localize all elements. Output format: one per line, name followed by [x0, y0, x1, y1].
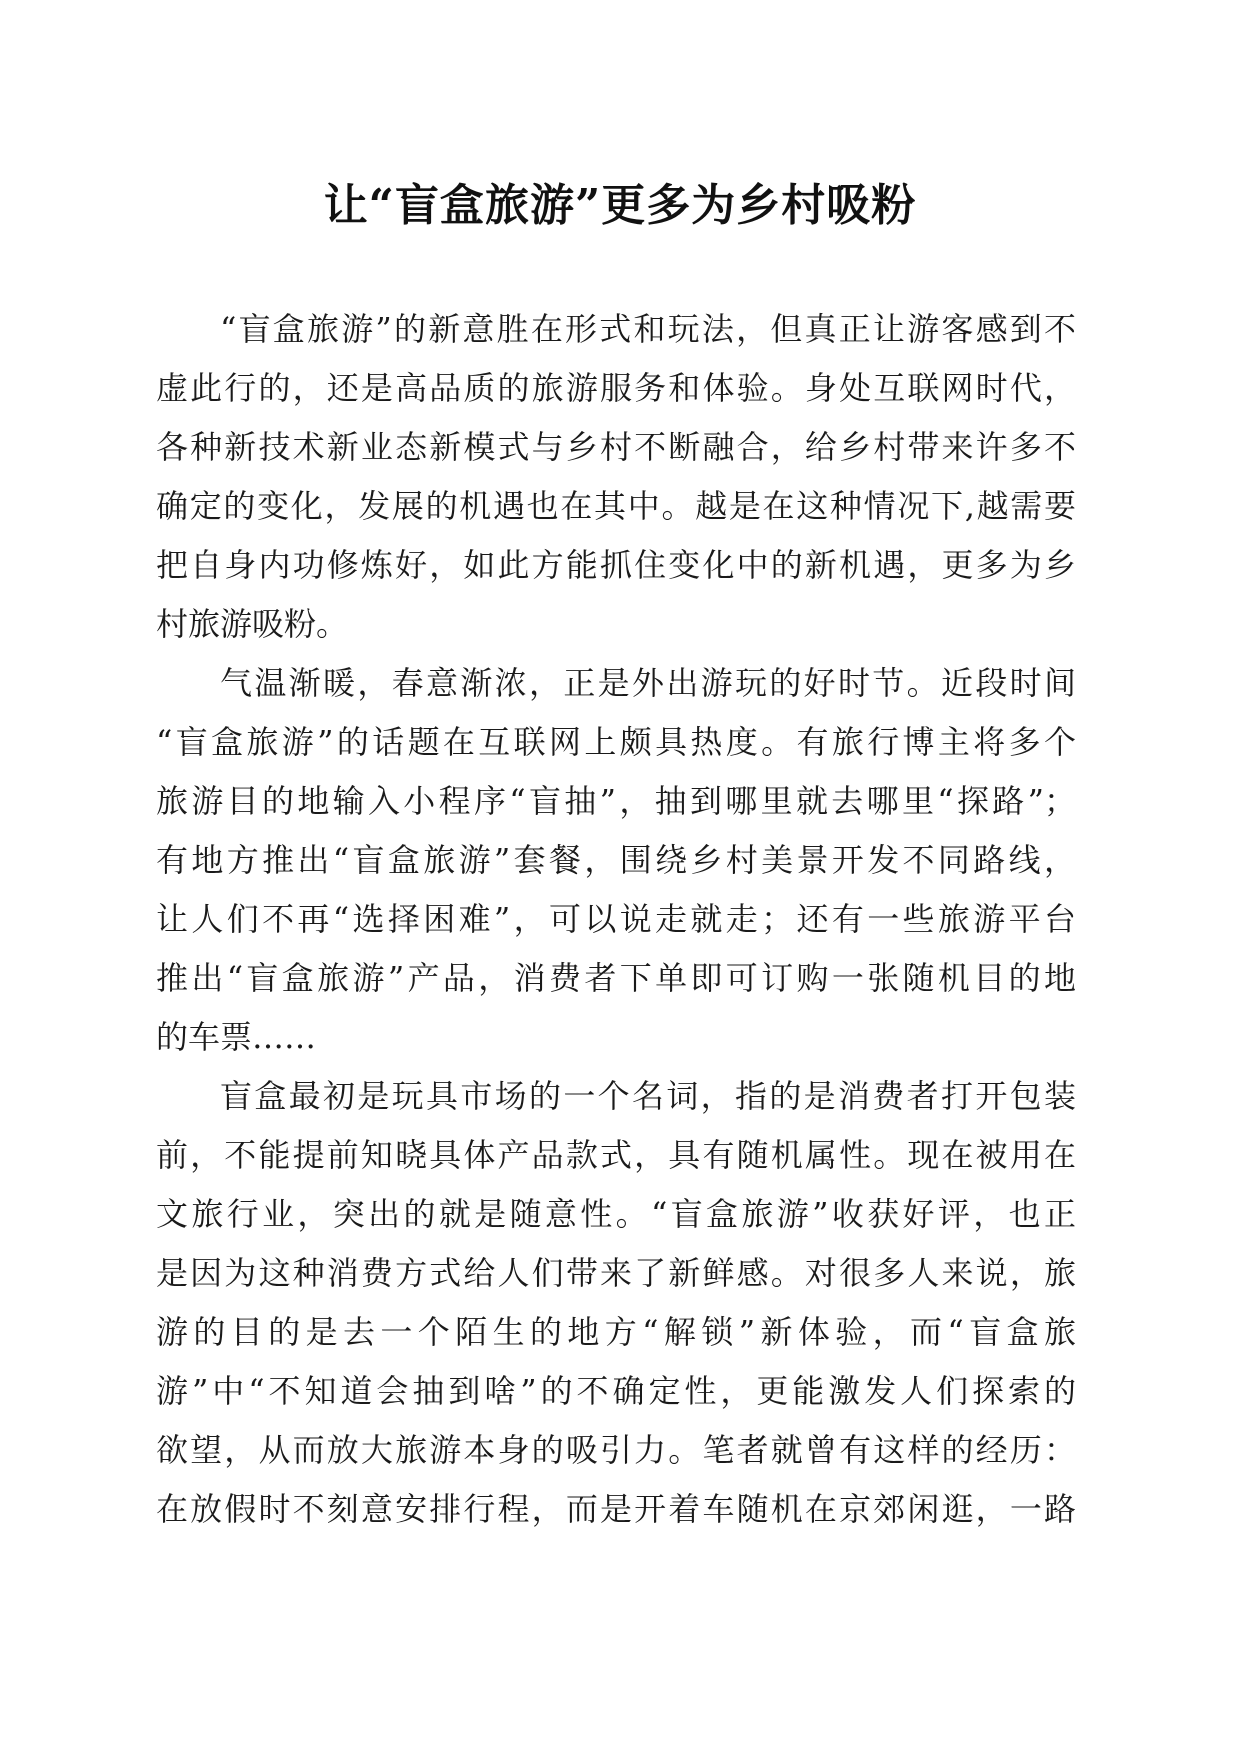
- text-line: 旅游目的地输入小程序“盲抽”，抽到哪里就去哪里“探路”；: [156, 782, 1076, 820]
- text-line: “盲盒旅游”的话题在互联网上颇具热度。有旅行博主将多个: [156, 723, 1076, 761]
- text-line: 把自身内功修炼好，如此方能抓住变化中的新机遇，更多为乡: [156, 546, 1076, 584]
- text-line: 气温渐暖，春意渐浓，正是外出游玩的好时节。近段时间: [220, 664, 1076, 702]
- page-title: 让“盲盒旅游”更多为乡村吸粉: [323, 180, 917, 231]
- text-line: 推出“盲盒旅游”产品，消费者下单即可订购一张随机目的地: [156, 959, 1076, 997]
- text-line: 游”中“不知道会抽到啥”的不确定性，更能激发人们探索的: [156, 1372, 1076, 1410]
- text-line: 在放假时不刻意安排行程，而是开着车随机在京郊闲逛，一路: [156, 1490, 1076, 1528]
- text-line: 前，不能提前知晓具体产品款式，具有随机属性。现在被用在: [156, 1136, 1076, 1174]
- text-line: 是因为这种消费方式给人们带来了新鲜感。对很多人来说，旅: [156, 1254, 1076, 1292]
- paragraph-1: [156, 300, 1076, 654]
- text-line: 确定的变化，发展的机遇也在其中。越是在这种情况下,越需要: [156, 487, 1076, 525]
- text-line: 盲盒最初是玩具市场的一个名词，指的是消费者打开包装: [220, 1077, 1076, 1115]
- text-line: 让人们不再“选择困难”，可以说走就走；还有一些旅游平台: [156, 900, 1076, 938]
- text-line: 游的目的是去一个陌生的地方“解锁”新体验，而“盲盒旅: [156, 1313, 1076, 1351]
- text-line: 虚此行的，还是高品质的旅游服务和体验。身处互联网时代，: [156, 369, 1076, 407]
- text-line: 的车票……: [156, 1018, 317, 1056]
- text-line: 各种新技术新业态新模式与乡村不断融合，给乡村带来许多不: [156, 428, 1076, 466]
- text-line: 欲望，从而放大旅游本身的吸引力。笔者就曾有这样的经历：: [156, 1431, 1076, 1469]
- article-body: [156, 300, 1076, 1539]
- text-line: 文旅行业，突出的就是随意性。“盲盒旅游”收获好评，也正: [156, 1195, 1076, 1233]
- paragraph-2: [156, 654, 1076, 1067]
- text-line: 有地方推出“盲盒旅游”套餐，围绕乡村美景开发不同路线，: [156, 841, 1076, 879]
- text-line: “盲盒旅游”的新意胜在形式和玩法，但真正让游客感到不: [220, 310, 1076, 348]
- text-line: 村旅游吸粉。: [156, 605, 349, 643]
- paragraph-3: [156, 1067, 1076, 1539]
